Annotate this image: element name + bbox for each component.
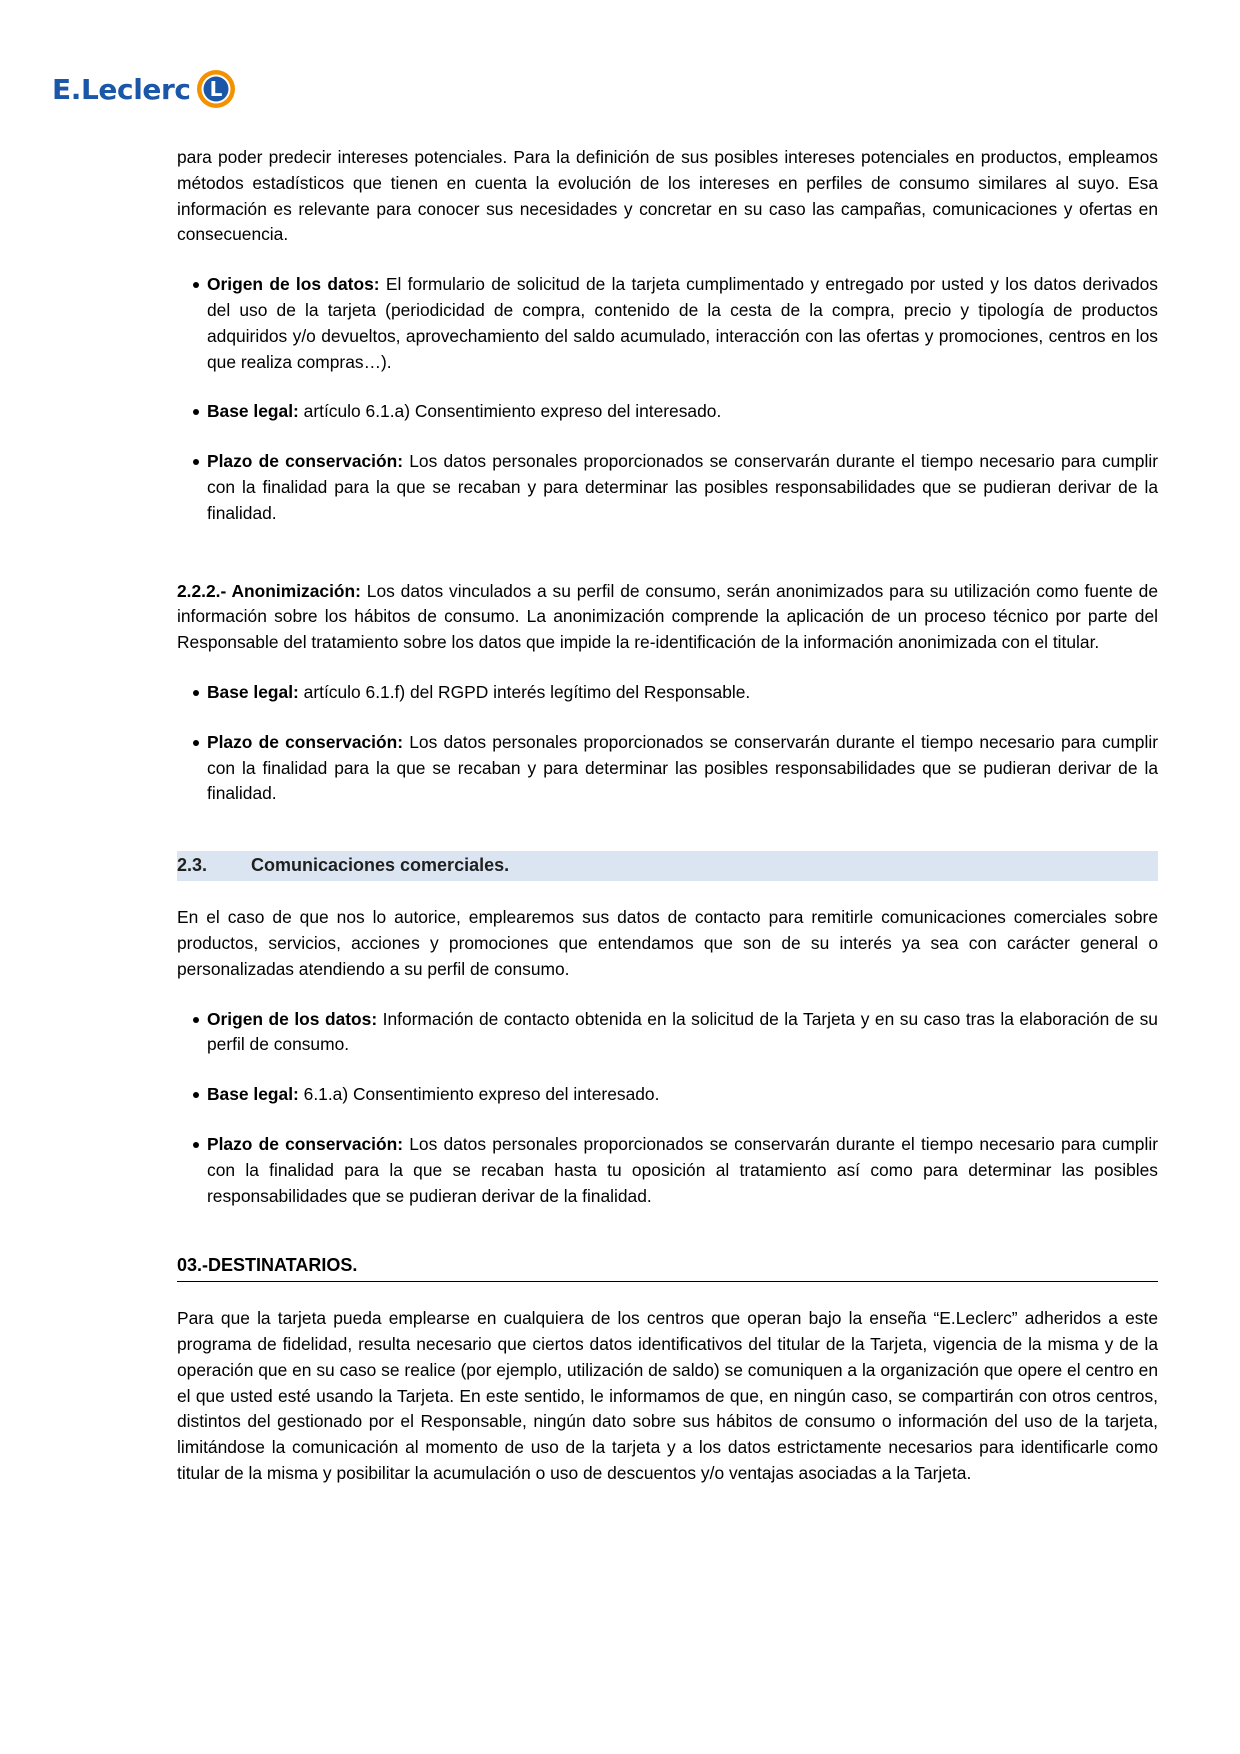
section-heading-2-3 xyxy=(177,851,1158,881)
list-item xyxy=(177,1132,1158,1209)
anonymization-details-list xyxy=(177,680,1158,807)
purpose-details-list xyxy=(177,272,1158,526)
item-label: Plazo de conservación: xyxy=(207,731,404,752)
document-body xyxy=(177,145,1158,1487)
anonymization-text: Los datos vinculados a su perfil de consumo, serán anonimizados para su utilización como fuente de información sobre los hábitos de consumo. La anonimización comprende la aplicación de un proceso técnico por parte del Responsable del tratamiento sobre los datos que impide la re-identificación de la información anonimizada con el titular. xyxy=(177,580,1158,653)
commercial-comms-paragraph: En el caso de que nos lo autorice, emplearemos sus datos de contacto para remitirle comunicaciones comerciales sobre productos, servicios, acciones y promociones que entendamos que son de su interés ya sea con carácter general o personalizadas atendiendo a su perfil de consumo. xyxy=(177,907,1158,979)
recipients-paragraph: Para que la tarjeta pueda emplearse en cualquiera de los centros que operan bajo la enseña “E.Leclerc” adheridos a este programa de fidelidad, resulta necesario que ciertos datos identificativos del titular de la Tarjeta, vigencia de la misma y de la operación que en su caso se realice (por ejemplo, utilización de saldo) se comuniquen a la organización que opere el centro en el que usted esté usando la Tarjeta. En este sentido, le informamos de que, en ningún caso, se compartirán con otros centros, distintos del gestionado por el Responsable, ningún dato sobre sus hábitos de consumo o información del uso de la tarjeta, limitándose la comunicación al momento de uso de la tarjeta y a los datos estrictamente necesarios para identificarle como titular de la misma y posibilitar la acumulación o uso de descuentos y/o ventajas asociadas a la Tarjeta. xyxy=(177,1308,1158,1483)
item-text: Información de contacto obtenida en la solicitud de la Tarjeta y en su caso tras la elaboración de su perfil de consumo. xyxy=(207,1008,1158,1055)
item-text: Los datos personales proporcionados se conservarán durante el tiempo necesario para cumplir con la finalidad para la que se recaban hasta tu oposición al tratamiento así como para determinar las posibles responsabilidades que se pudieran derivar de la finalidad. xyxy=(207,1133,1158,1206)
list-item xyxy=(177,399,1158,425)
item-text: 6.1.a) Consentimiento expreso del interesado. xyxy=(298,1084,660,1105)
leclerc-l-icon xyxy=(195,68,237,110)
anonymization-paragraph xyxy=(177,579,1158,656)
item-label: Origen de los datos: xyxy=(207,274,380,295)
item-text: El formulario de solicitud de la tarjeta cumplimentado y entregado por usted y los datos derivados del uso de la tarjeta (periodicidad de compra, contenido de la cesta de la compra, precio y tipología de productos adquiridos y/o devueltos, aprovechamiento del saldo acumulado, interacción con las ofertas y promociones, centros en los que realiza compras…). xyxy=(207,274,1158,372)
intro-paragraph: para poder predecir intereses potenciales. Para la definición de sus posibles intereses potenciales en productos, empleamos métodos estadísticos que tienen en cuenta la evolución de los intereses en perfiles de consumo similares al suyo. Esa información es relevante para conocer sus necesidades y concretar en su caso las campañas, comunicaciones y ofertas en consecuencia. xyxy=(177,147,1158,245)
item-label: Plazo de conservación: xyxy=(207,451,404,472)
logo-mark-letter: L xyxy=(209,77,222,101)
list-item xyxy=(177,1007,1158,1059)
anonymization-title: 2.2.2.- Anonimización: xyxy=(177,580,361,601)
item-label: Base legal: xyxy=(207,401,299,422)
item-text: artículo 6.1.f) del RGPD interés legítimo del Responsable. xyxy=(298,681,751,702)
item-label: Base legal: xyxy=(207,681,299,702)
item-label: Origen de los datos: xyxy=(207,1008,378,1029)
commercial-comms-details-list xyxy=(177,1007,1158,1210)
list-item xyxy=(177,680,1158,706)
section-title: Comunicaciones comerciales. xyxy=(251,855,510,876)
brand-logo-text: E.Leclerc xyxy=(52,72,191,106)
item-label: Base legal: xyxy=(207,1084,299,1105)
item-text: Los datos personales proporcionados se conservarán durante el tiempo necesario para cumplir con la finalidad para la que se recaban y para determinar las posibles responsabilidades que se pudieran derivar de la finalidad. xyxy=(207,731,1158,804)
list-item xyxy=(177,730,1158,807)
section-number: 2.3. xyxy=(177,855,208,876)
brand-logo xyxy=(52,66,237,112)
item-text: Los datos personales proporcionados se conservarán durante el tiempo necesario para cumplir con la finalidad para la que se recaban y para determinar las posibles responsabilidades que se pudieran derivar de la finalidad. xyxy=(207,451,1158,523)
item-text: artículo 6.1.a) Consentimiento expreso del interesado. xyxy=(298,401,722,422)
list-item xyxy=(177,449,1158,526)
item-label: Plazo de conservación: xyxy=(207,1133,404,1154)
list-item xyxy=(177,1082,1158,1108)
section-heading-03: 03.-DESTINATARIOS. xyxy=(177,1253,1158,1282)
list-item xyxy=(177,272,1158,375)
